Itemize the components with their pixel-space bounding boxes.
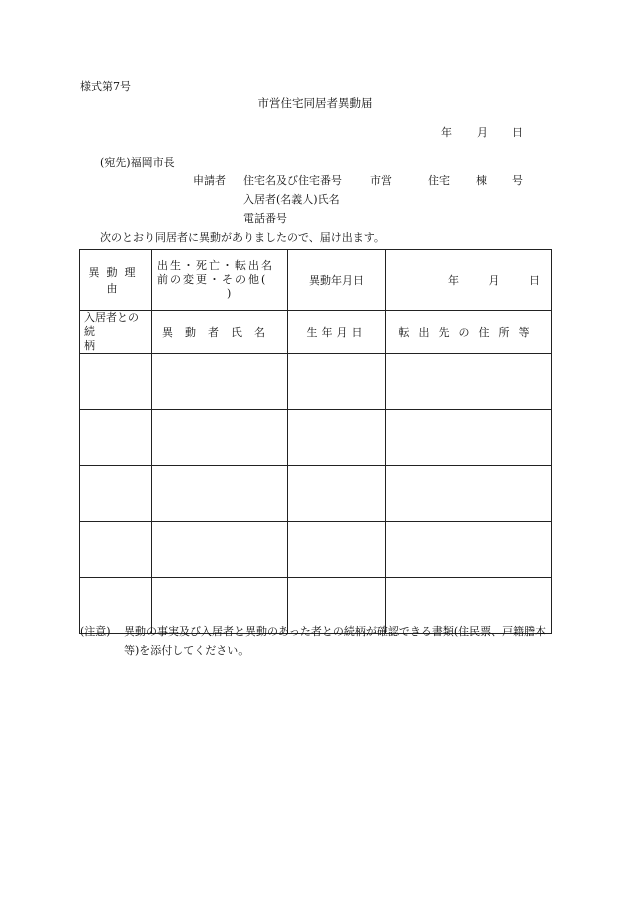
name-cell[interactable] xyxy=(152,354,288,410)
destination-address-label: 転出先の住所等 xyxy=(386,311,552,354)
note-label: (注意) xyxy=(80,625,111,638)
event-close: ) xyxy=(227,287,232,300)
address-cell[interactable] xyxy=(386,522,552,578)
relation-label-cell xyxy=(80,311,152,354)
applicant-label: 申請者 xyxy=(193,174,226,187)
change-date-month: 月 xyxy=(488,274,500,287)
note-section xyxy=(80,622,555,660)
event-options-cell[interactable] xyxy=(152,250,288,311)
name-label: 異動者氏名 xyxy=(152,311,288,354)
date-year-label: 年 xyxy=(441,126,452,139)
birth-date-label: 生年月日 xyxy=(288,311,386,354)
header-row-columns xyxy=(80,311,552,354)
building-label: 棟 xyxy=(476,174,487,187)
note-text: 異動の事実及び入居者と異動のあった者との続柄が確認できる書類(住民票、戸籍謄本等)を添付してください。 xyxy=(124,625,547,657)
change-date-year: 年 xyxy=(448,274,459,287)
date-month-label: 月 xyxy=(477,126,488,139)
relation-label-line1: 入居者との xyxy=(84,311,139,324)
name-cell[interactable] xyxy=(152,466,288,522)
address-cell[interactable] xyxy=(386,410,552,466)
header-row-reason xyxy=(80,250,552,311)
reason-label: 異動理由 xyxy=(80,250,152,311)
change-date-label: 異動年月日 xyxy=(288,250,386,311)
housing-label: 住宅 xyxy=(428,174,450,187)
change-date-day: 日 xyxy=(529,274,540,287)
relation-cell[interactable] xyxy=(80,466,152,522)
table-row xyxy=(80,410,552,466)
intro-text: 次のとおり同居者に異動がありましたので、届け出ます。 xyxy=(100,231,385,244)
birth-date-cell[interactable] xyxy=(288,466,386,522)
phone-number-label: 電話番号 xyxy=(243,212,287,225)
name-cell[interactable] xyxy=(152,410,288,466)
relation-cell[interactable] xyxy=(80,354,152,410)
form-number: 様式第7号 xyxy=(80,80,131,93)
table-row xyxy=(80,522,552,578)
unit-number-label: 号 xyxy=(512,174,523,187)
housing-name-label: 住宅名及び住宅番号 xyxy=(243,174,342,187)
city-label: 市営 xyxy=(370,174,392,187)
form-title: 市営住宅同居者異動届 xyxy=(257,96,373,110)
birth-date-cell[interactable] xyxy=(288,354,386,410)
address-cell[interactable] xyxy=(386,354,552,410)
addressee: (宛先)福岡市長 xyxy=(100,156,175,169)
relation-cell[interactable] xyxy=(80,410,152,466)
event-options: 出生・死亡・転出名前の変更・その他( xyxy=(157,259,274,286)
table-row xyxy=(80,354,552,410)
resident-name-label: 入居者(名義人)氏名 xyxy=(243,193,340,206)
change-form-table xyxy=(79,249,552,634)
birth-date-cell[interactable] xyxy=(288,410,386,466)
date-day-label: 日 xyxy=(512,126,523,139)
change-date-cell[interactable] xyxy=(386,250,552,311)
birth-date-cell[interactable] xyxy=(288,522,386,578)
address-cell[interactable] xyxy=(386,466,552,522)
relation-label-line2: 続柄 xyxy=(84,325,119,352)
name-cell[interactable] xyxy=(152,522,288,578)
relation-cell[interactable] xyxy=(80,522,152,578)
table-row xyxy=(80,466,552,522)
